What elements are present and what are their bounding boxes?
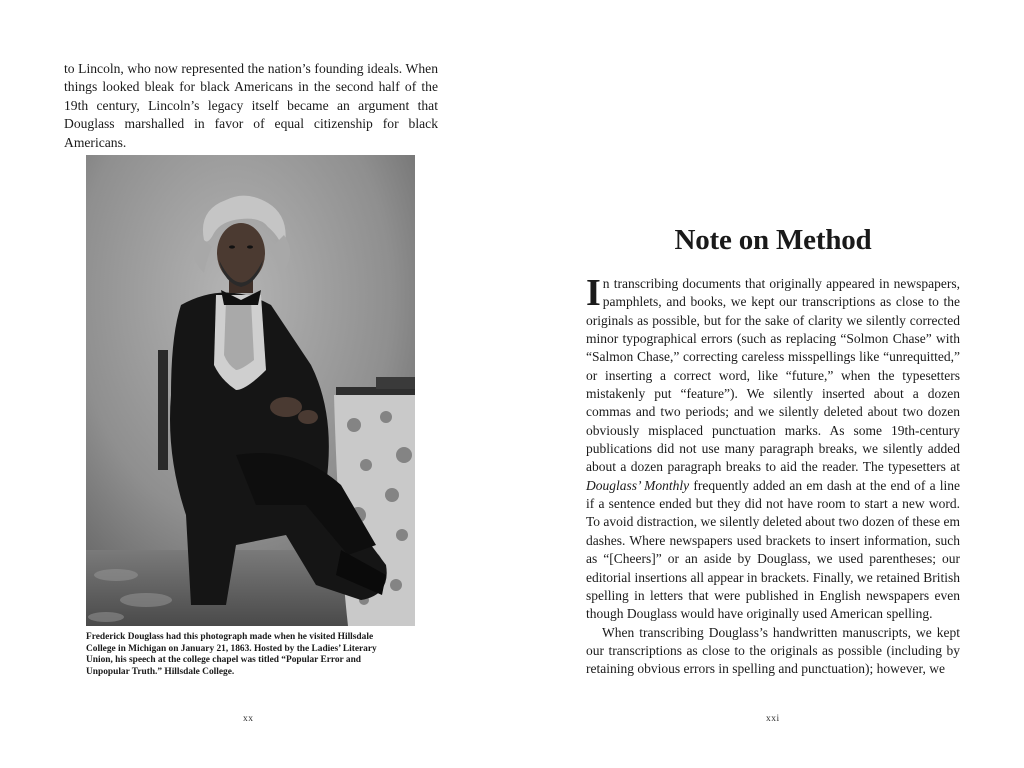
drop-cap: I: [586, 272, 601, 314]
right-page: [512, 0, 1024, 768]
left-page-paragraph: to Lincoln, who now represented the nation’s founding ideals. When things looked bleak for black Americans in the second half of the 19th century, Lincoln’s legacy itself became an argument that Douglass marshalled in favor of equal citizenship for black Americans.: [64, 61, 438, 150]
body-text: [586, 272, 960, 679]
douglass-portrait-photo: [86, 155, 415, 626]
paragraph-2: When transcribing Douglass’s handwritten manuscripts, we kept our transcriptions as close to the originals as possible (including by retaining obvious errors in spelling and punctuation); however, we: [586, 624, 960, 677]
page-number-right: xxi: [766, 714, 780, 724]
paragraph-1-part-a: n transcribing documents that originally appeared in newspapers, pamphlets, and books, we kept our transcriptions as close to the originals as possible, but for the sake of clarity we silently corrected minor typographical errors (such as replacing “Solmon Chase” with “Salmon Chase,” correcting careless misspellings like “unrequitted,” or inserting a correct word, like “future,” when the typesetters mistakenly put “feature”). We silently inserted about a dozen commas and two periods; and we silently deleted about two dozen obviously misplaced punctuation marks. As some 19th-century publications did not use many paragraph breaks, we silently added about a dozen paragraph breaks to aid the reader. The typesetters at: [586, 276, 960, 475]
page-number-left: xx: [243, 714, 254, 724]
chapter-title: Note on Method: [674, 224, 872, 256]
italic-title: Douglass’ Monthly: [586, 477, 690, 493]
photo-caption: Frederick Douglass had this photograph made when he visited Hillsdale College in Michigan on January 21, 1863. Hosted by the Ladies’ Literary Union, his speech at the college chapel was titled “Popular Error and Unpopular Truth.” Hillsdale College.: [86, 632, 377, 677]
paragraph-1: [586, 272, 960, 624]
paragraph-1-part-b: frequently added an em dash at the end of a line if a sentence ended but they did not have room to start a new word. To avoid distraction, we silently deleted about two dozen of these em dashes. Where newspapers used brackets to insert information, such as “[Cheers]” or an aside by Douglass, we used parentheses; our editorial insertions all appear in brackets. Finally, we retained British spelling in letters that were published in English newspapers even though Douglass would have originally used American spelling.: [586, 477, 960, 622]
